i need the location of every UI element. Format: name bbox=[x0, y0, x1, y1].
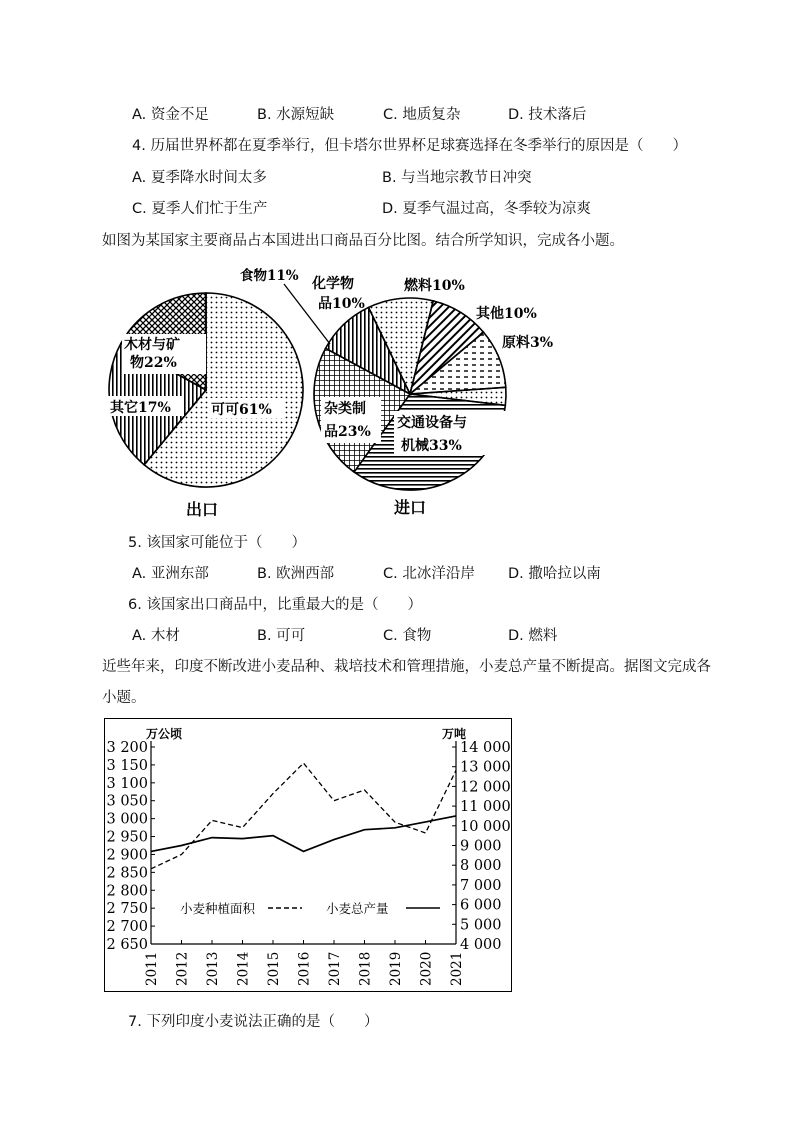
x-tick-label: 2014 bbox=[235, 951, 252, 986]
x-tick-label: 2019 bbox=[388, 951, 404, 986]
x-tick-label: 2013 bbox=[205, 951, 221, 986]
intro-line-2: 小题。 bbox=[102, 690, 146, 706]
left-y-tick-label: 2 700 bbox=[106, 919, 148, 936]
q6-option-d[interactable]: D. 燃料 bbox=[508, 628, 558, 644]
export-pie-title: 出口 bbox=[186, 500, 219, 519]
export-label-other: 其它17% bbox=[110, 400, 171, 416]
legend-area-label: 小麦种植面积 bbox=[180, 901, 256, 916]
right-y-tick-label: 13 000 bbox=[460, 759, 511, 776]
import-label-chem-2: 品10% bbox=[318, 296, 365, 312]
q6-option-b[interactable]: B. 可可 bbox=[257, 628, 306, 644]
q5-option-a[interactable]: A. 亚洲东部 bbox=[132, 566, 209, 582]
right-y-tick-label: 14 000 bbox=[460, 740, 511, 756]
left-y-tick-label: 2 900 bbox=[106, 847, 148, 864]
import-pie-title: 进口 bbox=[394, 498, 427, 517]
wheat-line-chart bbox=[104, 718, 512, 992]
left-y-tick-label: 3 200 bbox=[106, 740, 148, 756]
right-y-tick-label: 11 000 bbox=[460, 799, 511, 816]
q6-option-a[interactable]: A. 木材 bbox=[132, 628, 180, 644]
right-axis-unit: 万吨 bbox=[442, 727, 467, 741]
left-y-tick-label: 2 800 bbox=[106, 883, 148, 900]
q3-option-c[interactable]: C. 地质复杂 bbox=[383, 107, 461, 123]
q3-option-d[interactable]: D. 技术落后 bbox=[508, 107, 587, 123]
export-label-wood-1: 木材与矿 bbox=[124, 337, 180, 353]
q5-stem: 5. 该国家可能位于（ ） bbox=[128, 535, 306, 551]
q5-option-c[interactable]: C. 北冰洋沿岸 bbox=[383, 566, 475, 582]
x-tick-label: 2017 bbox=[327, 951, 343, 986]
q5-option-b[interactable]: B. 欧洲西部 bbox=[257, 566, 335, 582]
x-tick-label: 2015 bbox=[266, 951, 282, 986]
legend-production-label: 小麦总产量 bbox=[326, 901, 389, 916]
x-tick-label: 2016 bbox=[296, 951, 313, 986]
right-y-tick-label: 6 000 bbox=[460, 897, 502, 914]
q3-option-a[interactable]: A. 资金不足 bbox=[132, 107, 209, 123]
q3-option-b[interactable]: B. 水源短缺 bbox=[257, 107, 335, 123]
left-axis-unit: 万公顷 bbox=[146, 727, 183, 741]
right-y-tick-label: 4 000 bbox=[460, 937, 502, 953]
q4-stem: 4. 历届世界杯都在夏季举行，但卡塔尔世界杯足球赛选择在冬季举行的原因是（ ） bbox=[132, 138, 687, 154]
intro-line-1: 近些年来，印度不断改进小麦品种、栽培技术和管理措施，小麦总产量不断提高。据图文完成各 bbox=[102, 659, 711, 675]
x-tick-label: 2018 bbox=[357, 951, 374, 986]
left-y-tick-label: 2 950 bbox=[106, 829, 148, 846]
x-tick-label: 2012 bbox=[174, 951, 191, 986]
left-y-tick-label: 2 850 bbox=[106, 865, 148, 882]
export-pie bbox=[109, 293, 303, 487]
left-y-tick-label: 3 000 bbox=[106, 811, 148, 828]
import-label-other: 其他10% bbox=[476, 306, 537, 322]
left-y-tick-label: 3 100 bbox=[106, 775, 148, 792]
q7-stem: 7. 下列印度小麦说法正确的是（ ） bbox=[128, 1014, 379, 1030]
x-tick-label: 2021 bbox=[449, 951, 465, 986]
x-tick-label: 2020 bbox=[418, 951, 435, 986]
left-y-tick-label: 3 050 bbox=[106, 793, 148, 810]
q5-option-d[interactable]: D. 撒哈拉以南 bbox=[508, 566, 601, 582]
import-label-raw: 原料3% bbox=[502, 335, 554, 351]
right-y-tick-label: 5 000 bbox=[460, 917, 502, 934]
right-y-tick-label: 7 000 bbox=[460, 877, 502, 894]
left-y-tick-label: 2 750 bbox=[106, 901, 148, 918]
q4-option-b[interactable]: B. 与当地宗教节日冲突 bbox=[382, 170, 532, 186]
right-y-tick-label: 12 000 bbox=[460, 779, 511, 796]
import-label-transport-2: 机械33% bbox=[401, 438, 462, 454]
import-label-transport-1: 交通设备与 bbox=[397, 415, 467, 431]
q6-stem: 6. 该国家出口商品中，比重最大的是（ ） bbox=[128, 597, 422, 613]
q6-option-c[interactable]: C. 食物 bbox=[383, 628, 432, 644]
import-label-food: 食物11% bbox=[240, 268, 299, 284]
left-y-tick-label: 2 650 bbox=[106, 937, 148, 953]
right-y-tick-label: 10 000 bbox=[460, 818, 511, 835]
import-label-misc-2: 品23% bbox=[324, 424, 371, 440]
intro-pie-text: 如图为某国家主要商品占本国进出口商品百分比图。结合所学知识，完成各小题。 bbox=[102, 233, 624, 249]
left-y-tick-label: 3 150 bbox=[106, 757, 148, 774]
q4-option-c[interactable]: C. 夏季人们忙于生产 bbox=[132, 201, 268, 217]
q4-option-a[interactable]: A. 夏季降水时间太多 bbox=[132, 170, 267, 186]
import-label-chem-1: 化学物 bbox=[312, 276, 354, 292]
import-label-misc-1: 杂类制 bbox=[324, 401, 366, 417]
x-tick-label: 2011 bbox=[144, 951, 160, 986]
q4-option-d[interactable]: D. 夏季气温过高，冬季较为凉爽 bbox=[382, 201, 591, 217]
export-label-wood-2: 物22% bbox=[130, 355, 177, 371]
right-y-tick-label: 8 000 bbox=[460, 858, 502, 875]
right-y-tick-label: 9 000 bbox=[460, 838, 502, 855]
import-label-fuel: 燃料10% bbox=[404, 278, 465, 294]
import-pie bbox=[314, 298, 506, 490]
export-label-cocoa: 可可61% bbox=[211, 402, 272, 418]
pie-figure bbox=[104, 260, 554, 520]
